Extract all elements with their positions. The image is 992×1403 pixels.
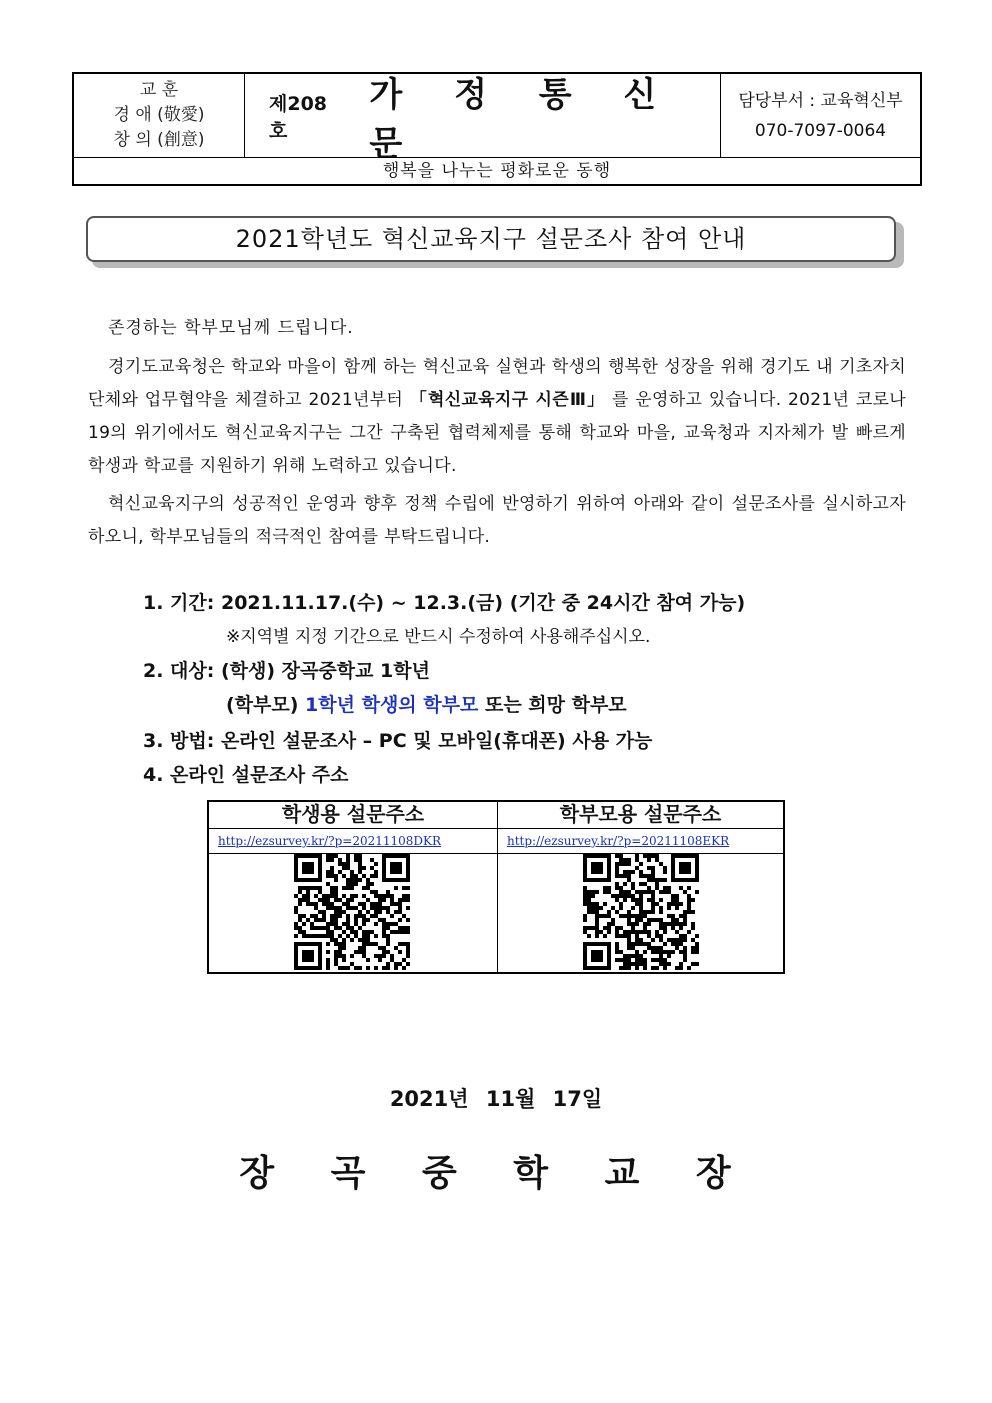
- newsletter-header: [72, 72, 922, 186]
- department-phone: 070-7097-0064: [754, 120, 887, 141]
- issue-number: 제208호: [269, 92, 328, 142]
- school-motto: [74, 74, 245, 157]
- target-parent-prefix: (학부모): [226, 694, 306, 716]
- parent-qr-code[interactable]: [583, 854, 699, 970]
- target-parent-suffix: 또는 희망 학부모: [478, 694, 627, 716]
- student-survey-heading: 학생용 설문주소: [209, 802, 497, 829]
- principal-signature: 장 곡 중 학 교 장: [239, 1153, 753, 1194]
- newsletter-title-cell: [245, 74, 721, 164]
- request-paragraph: 혁신교육지구의 성공적인 운영과 향후 정책 수립에 반영하기 위하여 아래와 같이 설문조사를 실시하고자 하오니, 학부모님들의 적극적인 참여를 부탁드립니다.: [88, 494, 906, 547]
- newsletter-title: 가 정 통 신 문: [369, 74, 677, 164]
- parent-survey-column: [498, 802, 783, 972]
- student-survey-column: [209, 802, 498, 972]
- target-parent-highlight: 1학년 학생의 학부모: [305, 694, 479, 716]
- student-qr-code[interactable]: [294, 854, 410, 970]
- parent-survey-link[interactable]: http://ezsurvey.kr/?p=20211108EKR: [498, 829, 783, 854]
- issue-date: 2021년 11월 17일: [389, 1087, 603, 1111]
- program-name: 「혁신교육지구 시즌Ⅲ」: [409, 390, 606, 410]
- period-note: ※지역별 지정 기간으로 반드시 수정하여 사용해주십시오.: [226, 627, 651, 647]
- parent-survey-heading: 학부모용 설문주소: [498, 802, 783, 829]
- motto-title: 교 훈: [139, 80, 179, 100]
- intro-text-1: 경기도교육청은 학교와 마을이 함께 하는 혁신교육 실현과 학생의 행복한 성장을 위해 경기도 내 기초자치단체와 업무협약을 체결하고 2021년부터: [88, 357, 906, 410]
- item-target: 2. 대상: (학생) 장곡중학교 1학년: [143, 660, 430, 682]
- department-info: [721, 74, 920, 157]
- survey-address-table: [207, 800, 785, 974]
- item-period: 1. 기간: 2021.11.17.(수) ~ 12.3.(금) (기간 중 24시간 참여 가능): [143, 592, 746, 614]
- greeting: 존경하는 학부모님께 드립니다.: [108, 318, 354, 338]
- department-name: 담당부서 : 교육혁신부: [738, 90, 903, 111]
- item-method: 3. 방법: 온라인 설문조사 – PC 및 모바일(휴대폰) 사용 가능: [143, 730, 653, 752]
- item-address: 4. 온라인 설문조사 주소: [143, 764, 349, 786]
- student-survey-link[interactable]: http://ezsurvey.kr/?p=20211108DKR: [209, 829, 497, 854]
- school-slogan: 행복을 나누는 평화로운 동행: [74, 157, 920, 184]
- item-target-parent: [226, 690, 627, 717]
- intro-paragraph: [88, 351, 906, 483]
- intro-text-2: 를 운영하고 있습니다. 2021년 코로나19의 위기에서도 혁신교육지구는 그간 구축된 협력체제를 통해 학교와 마을, 교육청과 지자체가 발 빠르게 학생과 학교를 지원하기 위해 노력하고 있습니다.: [88, 390, 907, 476]
- document-title: 2021학년도 혁신교육지구 설문조사 참여 안내: [86, 216, 896, 262]
- motto-line-1: 경 애 (敬愛): [113, 105, 205, 125]
- motto-line-2: 창 의 (創意): [113, 130, 205, 150]
